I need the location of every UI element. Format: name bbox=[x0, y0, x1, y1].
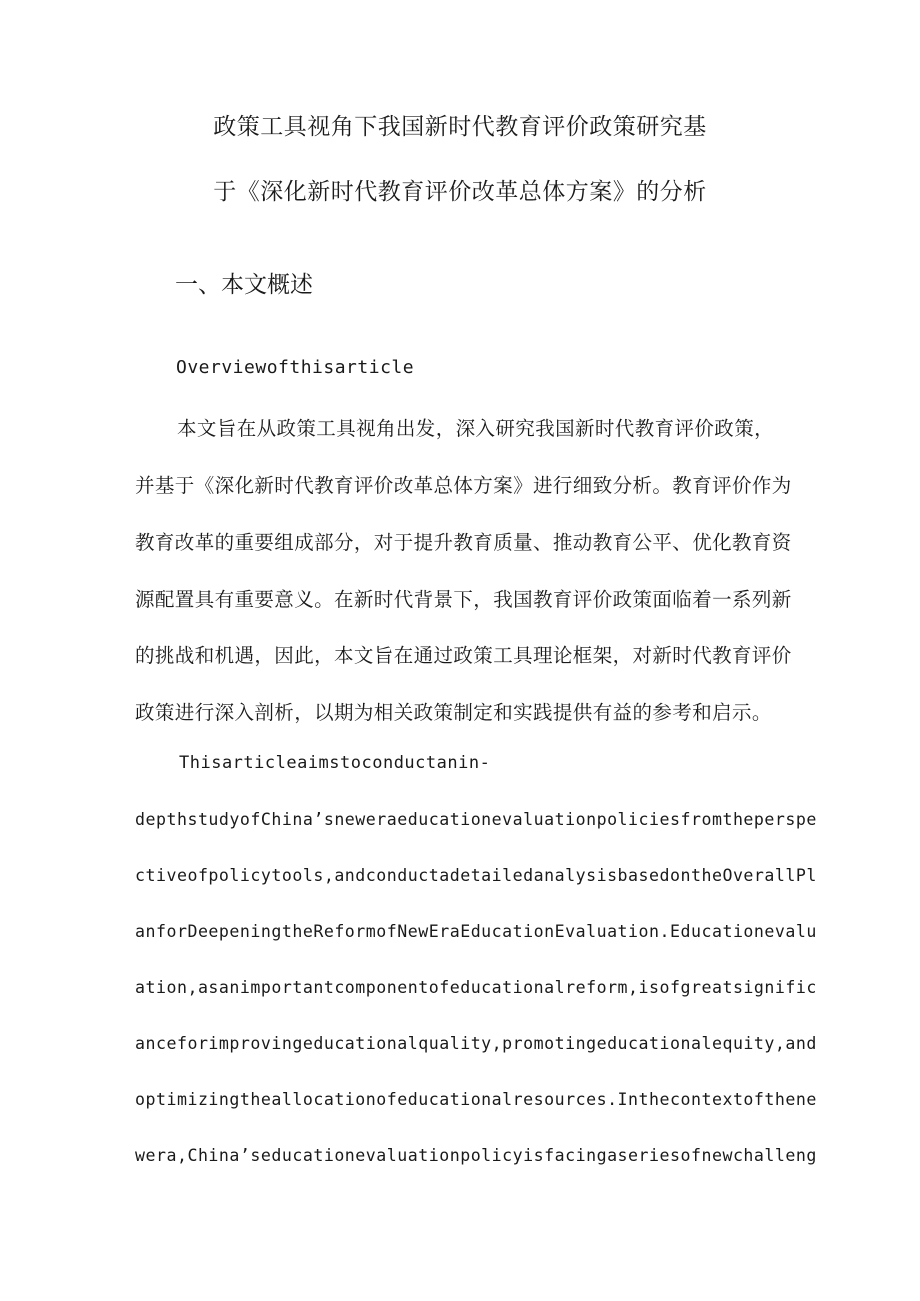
paragraph-zh-line: 并基于《深化新时代教育评价改革总体方案》进行细致分析。教育评价作为 bbox=[135, 474, 792, 497]
paragraph-en-line: anceforimprovingeducationalquality,promotingeducationalequity,and bbox=[135, 1034, 817, 1053]
paragraph-zh-line: 本文旨在从政策工具视角出发，深入研究我国新时代教育评价政策， bbox=[177, 417, 775, 440]
section-subtitle-en: Overviewofthisarticle bbox=[176, 357, 415, 378]
paragraph-en-line: Thisarticleaimstoconductanin- bbox=[179, 753, 491, 773]
paragraph-en-line: ctiveofpolicytools,andconductadetailedanalysisbasedontheOverallPl bbox=[135, 866, 817, 885]
paragraph-en-line: anforDeepeningtheReformofNewEraEducationEvaluation.Educationevalu bbox=[135, 922, 817, 941]
paragraph-zh-line: 政策进行深入剖析，以期为相关政策制定和实践提供有益的参考和启示。 bbox=[135, 701, 772, 724]
document-title-line-1: 政策工具视角下我国新时代教育评价政策研究基 bbox=[213, 114, 707, 140]
paragraph-en-line: optimizingtheallocationofeducationalresources.Inthecontextofthene bbox=[135, 1090, 817, 1109]
paragraph-zh-line: 的挑战和机遇，因此，本文旨在通过政策工具理论框架，对新时代教育评价 bbox=[135, 644, 792, 667]
document-title-line-2: 于《深化新时代教育评价改革总体方案》的分析 bbox=[213, 179, 707, 205]
paragraph-en-line: wera,China’seducationevaluationpolicyisfacingaseriesofnewchalleng bbox=[135, 1146, 817, 1165]
paragraph-en-line: depthstudyofChina’sneweraeducationevaluationpoliciesfromtheperspe bbox=[135, 810, 817, 829]
paragraph-en-line: ation,asanimportantcomponentofeducationalreform,isofgreatsignific bbox=[135, 978, 817, 997]
paragraph-zh-line: 源配置具有重要意义。在新时代背景下，我国教育评价政策面临着一系列新 bbox=[135, 588, 792, 611]
section-heading: 一、本文概述 bbox=[175, 272, 313, 298]
paragraph-zh-line: 教育改革的重要组成部分，对于提升教育质量、推动教育公平、优化教育资 bbox=[135, 531, 792, 554]
